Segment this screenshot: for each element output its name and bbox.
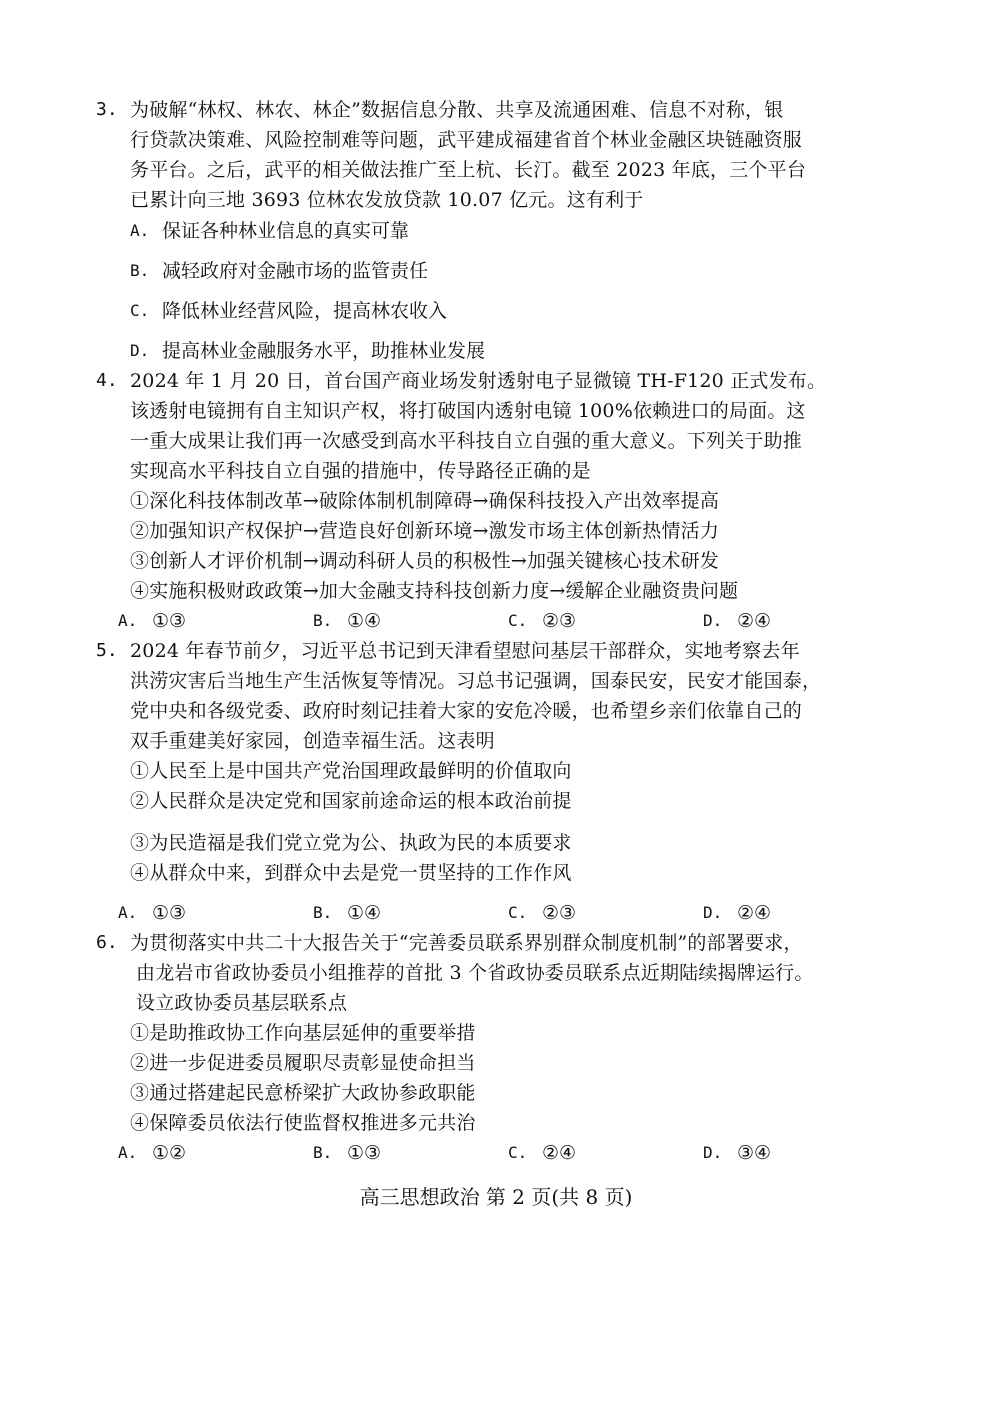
option-text-b: ①④ — [347, 610, 382, 632]
option-text-b: 减轻政府对金融市场的监管责任 — [162, 260, 429, 282]
question-number: 5. — [96, 640, 118, 661]
option-label-d: D. — [130, 341, 150, 360]
question-number: 6. — [96, 932, 118, 953]
question-stem-line: 洪涝灾害后当地生产生活恢复等情况。习总书记强调，国泰民安，民安才能国泰， — [130, 670, 822, 692]
statement-item: ④实施积极财政政策→加大金融支持科技创新力度→缓解企业融资贵问题 — [130, 580, 739, 602]
option-text-c: ②③ — [542, 902, 577, 924]
option-label-d: D. — [703, 1143, 723, 1162]
question-stem-line: 设立政协委员基层联系点 — [136, 992, 348, 1014]
question-stem-line: 为贯彻落实中共二十大报告关于“完善委员联系界别群众制度机制”的部署要求， — [130, 932, 803, 954]
question-stem-line: 行贷款决策难、风险控制难等问题，武平建成福建省首个林业金融区块链融资服 — [130, 129, 803, 151]
option-text-a: 保证各种林业信息的真实可靠 — [162, 220, 410, 242]
statement-item: ①深化科技体制改革→破除体制机制障碍→确保科技投入产出效率提高 — [130, 490, 720, 512]
option-label-b: B. — [130, 261, 150, 280]
option-text-a: ①③ — [152, 902, 187, 924]
option-text-a: ①③ — [152, 610, 187, 632]
question-number: 3. — [96, 99, 118, 120]
option-text-a: ①② — [152, 1142, 187, 1164]
option-label-b: B. — [313, 1143, 333, 1162]
question-stem-line: 党中央和各级党委、政府时刻记挂着大家的安危冷暖，也希望乡亲们依靠自己的 — [130, 700, 803, 722]
question-stem-line: 为破解“林权、林农、林企”数据信息分散、共享及流通困难、信息不对称，银 — [130, 99, 784, 121]
option-label-c: C. — [130, 301, 150, 320]
page-footer: 高三思想政治 第 2 页(共 8 页) — [359, 1185, 633, 1209]
option-label-a: A. — [118, 1143, 138, 1162]
option-label-c: C. — [508, 903, 528, 922]
option-text-b: ①③ — [347, 1142, 382, 1164]
question-number: 4. — [96, 370, 118, 391]
statement-item: ②人民群众是决定党和国家前途命运的根本政治前提 — [130, 790, 572, 812]
option-label-c: C. — [508, 1143, 528, 1162]
question-stem-line: 已累计向三地 3693 位林农发放贷款 10.07 亿元。这有利于 — [130, 189, 644, 211]
statement-item: ④保障委员依法行使监督权推进多元共治 — [130, 1112, 476, 1134]
statement-item: ③为民造福是我们党立党为公、执政为民的本质要求 — [130, 832, 572, 854]
statement-item: ②加强知识产权保护→营造良好创新环境→激发市场主体创新热情活力 — [130, 520, 720, 542]
statement-item: ④从群众中来，到群众中去是党一贯坚持的工作作风 — [130, 862, 572, 884]
statement-item: ①人民至上是中国共产党治国理政最鲜明的价值取向 — [130, 760, 572, 782]
question-stem-line: 2024 年春节前夕，习近平总书记到天津看望慰问基层干部群众，实地考察去年 — [130, 640, 800, 662]
option-text-d: ③④ — [737, 1142, 772, 1164]
option-label-a: A. — [118, 611, 138, 630]
option-text-d: ②④ — [737, 610, 772, 632]
option-label-a: A. — [130, 221, 150, 240]
option-text-b: ①④ — [347, 902, 382, 924]
question-stem-line: 实现高水平科技自立自强的措施中，传导路径正确的是 — [130, 460, 591, 482]
option-label-c: C. — [508, 611, 528, 630]
question-stem-line: 一重大成果让我们再一次感受到高水平科技自立自强的重大意义。下列关于助推 — [130, 430, 803, 452]
option-label-d: D. — [703, 611, 723, 630]
option-text-d: 提高林业金融服务水平，助推林业发展 — [162, 340, 486, 362]
statement-item: ①是助推政协工作向基层延伸的重要举措 — [130, 1022, 476, 1044]
option-text-d: ②④ — [737, 902, 772, 924]
question-stem-line: 由龙岩市省政协委员小组推荐的首批 3 个省政协委员联系点近期陆续揭牌运行。 — [136, 962, 814, 984]
question-stem-line: 该透射电镜拥有自主知识产权，将打破国内透射电镜 100%依赖进口的局面。这 — [130, 400, 806, 422]
option-label-b: B. — [313, 903, 333, 922]
statement-item: ③创新人才评价机制→调动科研人员的积极性→加强关键核心技术研发 — [130, 550, 720, 572]
statement-item: ③通过搭建起民意桥梁扩大政协参政职能 — [130, 1082, 476, 1104]
option-label-a: A. — [118, 903, 138, 922]
statement-item: ②进一步促进委员履职尽责彰显使命担当 — [130, 1052, 476, 1074]
option-text-c: ②④ — [542, 1142, 577, 1164]
option-text-c: 降低林业经营风险，提高林农收入 — [162, 300, 448, 322]
question-stem-line: 2024 年 1 月 20 日，首台国产商业场发射透射电子显微镜 TH-F120 正式发布。 — [130, 370, 827, 392]
option-label-b: B. — [313, 611, 333, 630]
option-label-d: D. — [703, 903, 723, 922]
question-stem-line: 双手重建美好家园，创造幸福生活。这表明 — [130, 730, 495, 752]
question-stem-line: 务平台。之后，武平的相关做法推广至上杭、长汀。截至 2023 年底，三个平台 — [130, 159, 807, 181]
option-text-c: ②③ — [542, 610, 577, 632]
